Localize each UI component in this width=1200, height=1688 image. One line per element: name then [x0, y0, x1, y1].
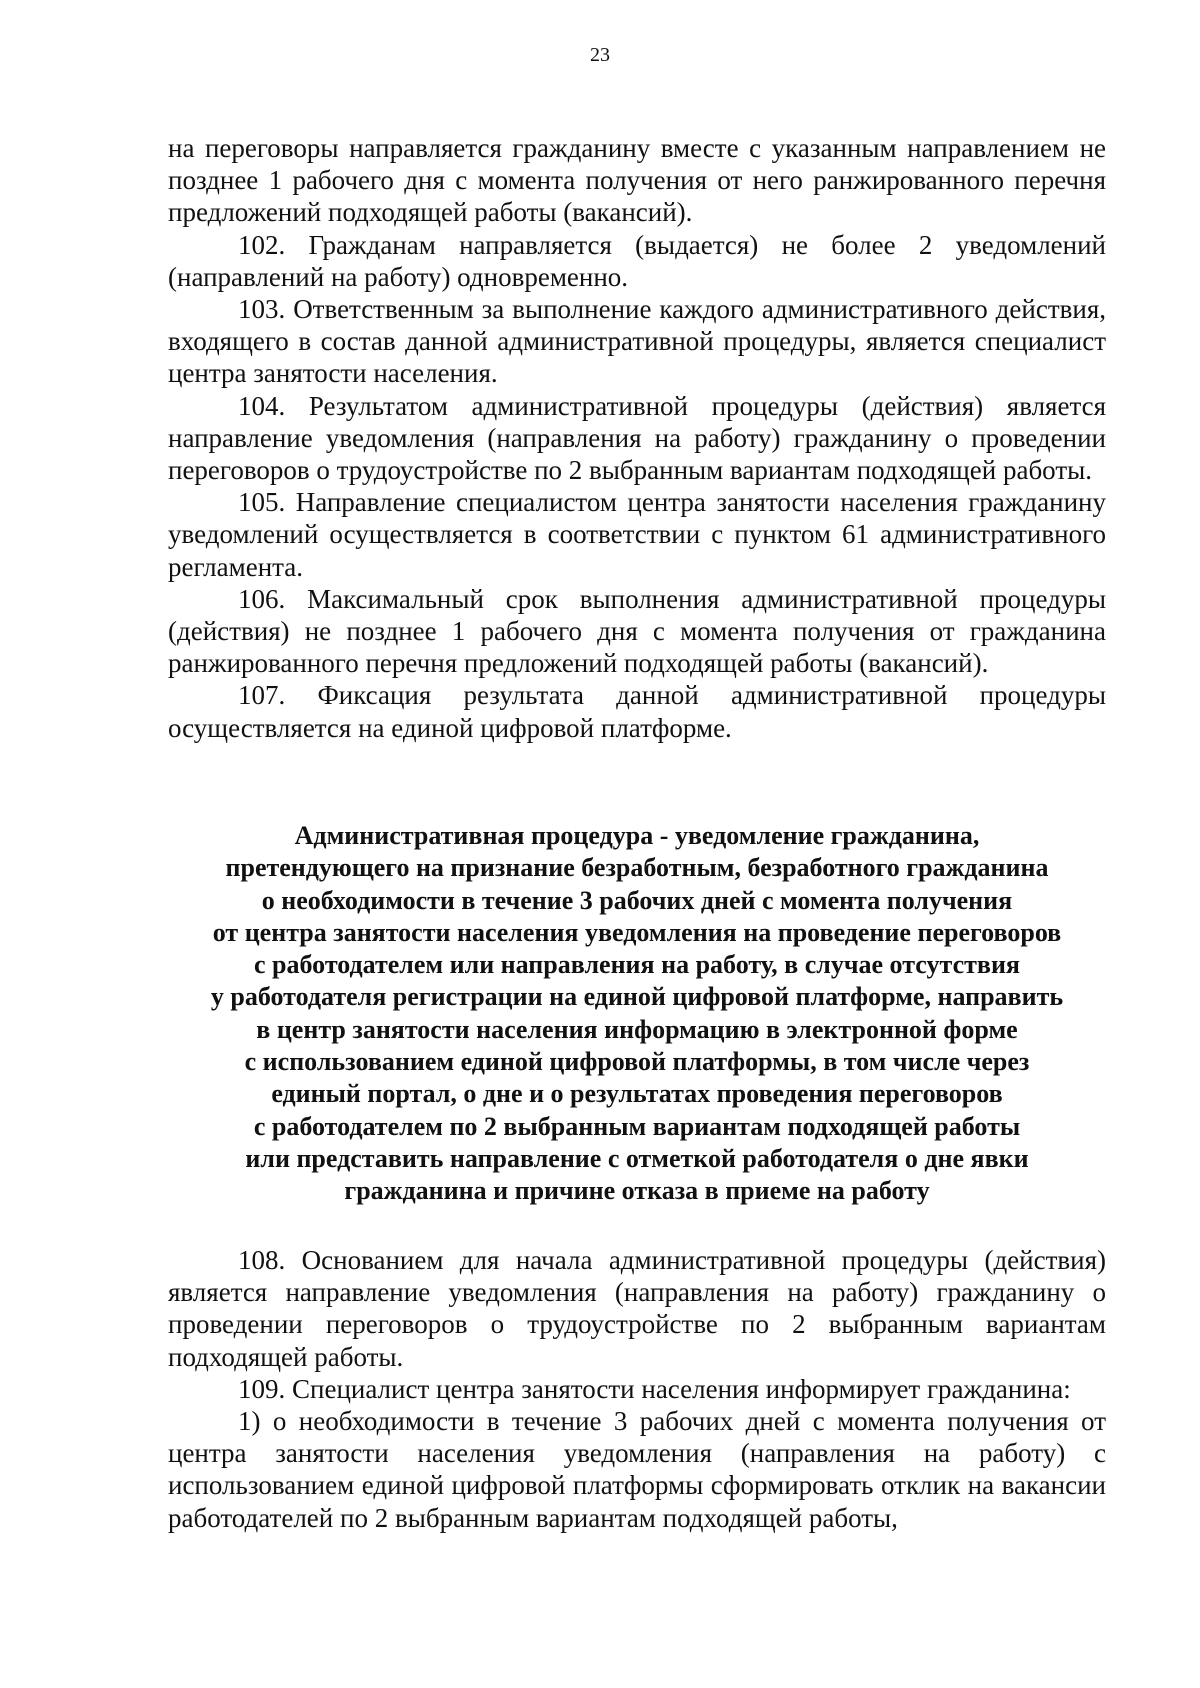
paragraph-continuation: на переговоры направляется гражданину вместе с указанным направлением не позднее 1 рабочего дня с момента получения от него ранжированного перечня предложений подходящей работы (вакансий).	[168, 133, 1106, 228]
section-heading-line: с работодателем или направления на работу, в случае отсутствия	[254, 950, 1020, 980]
paragraph-109-item-1: 1) о необходимости в течение 3 рабочих дней с момента получения от центра занятости населения уведомления (направления на работу) с использованием единой цифровой платформы сформировать отклик на вакансии работодателей по 2 выбранным вариантам подходящей работы,	[168, 1406, 1106, 1533]
paragraph-105: 105. Направление специалистом центра занятости населения гражданину уведомлений осуществляется в соответствии с пунктом 61 административного регламента.	[168, 487, 1106, 582]
page-number: 23	[590, 44, 610, 66]
section-heading-line: у работодателя регистрации на единой цифровой платформе, направить	[210, 982, 1064, 1012]
section-heading-line: претендующего на признание безработным, безработного гражданина	[225, 853, 1049, 883]
section-heading-line: гражданина и причине отказа в приеме на работу	[344, 1176, 930, 1206]
top-text-block	[168, 132, 1106, 744]
section-heading-line: с работодателем по 2 выбранным вариантам подходящей работы	[253, 1111, 1021, 1141]
section-heading-line: от центра занятости населения уведомления на проведение переговоров	[212, 917, 1062, 947]
paragraph-103: 103. Ответственным за выполнение каждого административного действия, входящего в состав данной административной процедуры, является специалист центра занятости населения.	[168, 294, 1106, 389]
section-heading-line: единый портал, о дне и о результатах проведения переговоров	[271, 1079, 1003, 1109]
paragraph-106: 106. Максимальный срок выполнения административной процедуры (действия) не позднее 1 рабочего дня с момента получения от гражданина ранжированного перечня предложений подходящей работы (вакансий).	[168, 583, 1106, 679]
paragraph-102: 102. Гражданам направляется (выдается) не более 2 уведомлений (направлений на работу) одновременно.	[168, 229, 1106, 292]
section-heading-line: с использованием единой цифровой платформы, в том числе через	[244, 1047, 1030, 1077]
section-heading	[160, 820, 1114, 1208]
section-heading-line: или представить направление с отметкой работодателя о дне явки	[245, 1143, 1029, 1173]
paragraph-109: 109. Специалист центра занятости населения информирует гражданина:	[238, 1373, 1071, 1404]
paragraph-104: 104. Результатом административной процедуры (действия) является направление уведомления (направления на работу) гражданину о проведении переговоров о трудоустройстве по 2 выбранным вариантам подходящей работы.	[168, 390, 1106, 486]
paragraph-107: 107. Фиксация результата данной административной процедуры осуществляется на единой цифровой платформе.	[168, 680, 1106, 743]
section-heading-line: в центр занятости населения информацию в электронной форме	[256, 1014, 1018, 1044]
bottom-text-block	[168, 1244, 1106, 1534]
paragraph-108: 108. Основанием для начала административной процедуры (действия) является направление уведомления (направления на работу) гражданину о проведении переговоров о трудоустройстве по 2 выбранным вариантам подходящей работы.	[168, 1245, 1106, 1372]
section-heading-line: Административная процедура - уведомление гражданина,	[294, 821, 980, 850]
section-heading-line: о необходимости в течение 3 рабочих дней с момента получения	[261, 885, 1013, 915]
